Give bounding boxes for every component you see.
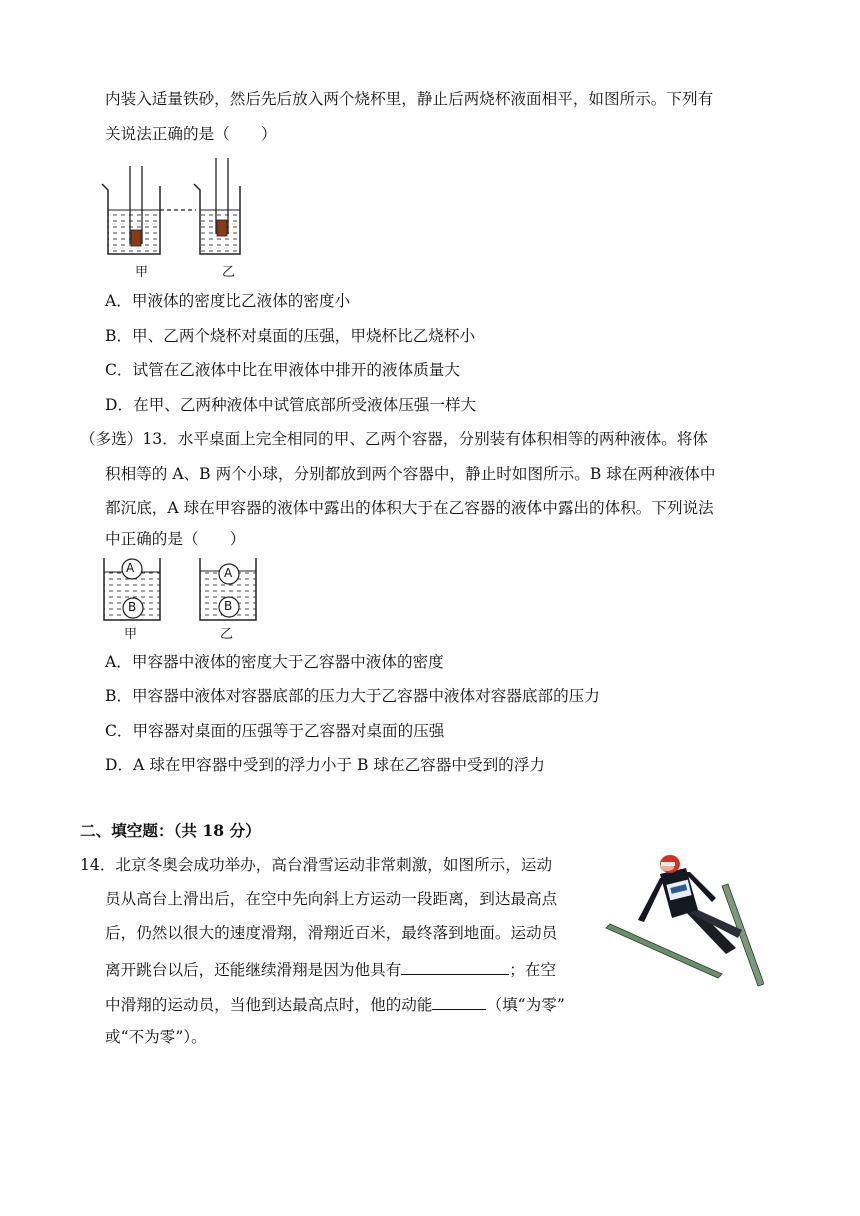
q12-option-d: D．在甲、乙两种液体中试管底部所受液体压强一样大 bbox=[105, 396, 477, 414]
q12-fig-label-left: 甲 bbox=[135, 265, 149, 280]
q14-line3: 后，仍然以很大的速度滑翔，滑翔近百米，最终落到地面。运动员 bbox=[105, 924, 558, 942]
q13-ball-b-right-label: B bbox=[224, 599, 233, 613]
q13-option-c: C．甲容器对桌面的压强等于乙容器对桌面的压强 bbox=[105, 722, 445, 740]
q12-stem-line2: 关说法正确的是（ ） bbox=[105, 125, 277, 143]
q13-option-a: A．甲容器中液体的密度大于乙容器中液体的密度 bbox=[105, 653, 444, 671]
q14-line5-part-b: （填“为零” bbox=[486, 996, 565, 1014]
q13-line2: 积相等的 A、B 两个小球，分别都放到两个容器中，静止时如图所示。B 球在两种液体中 bbox=[105, 465, 716, 483]
q12-option-c: C．试管在乙液体中比在甲液体中排开的液体质量大 bbox=[105, 361, 460, 379]
q13-option-d: D．A 球在甲容器中受到的浮力小于 B 球在乙容器中受到的浮力 bbox=[105, 756, 545, 774]
q14-line4-part-a: 离开跳台以后，还能继续滑翔是因为他具有 bbox=[105, 961, 402, 979]
q13-ball-a-right-label: A bbox=[224, 566, 233, 580]
q14-answer-blank-2[interactable] bbox=[432, 993, 486, 1010]
q12-stem-line1: 内装入适量铁砂，然后先后放入两个烧杯里，静止后两烧杯液面相平，如图所示。下列有 bbox=[105, 90, 714, 108]
q13-fig-label-right: 乙 bbox=[220, 627, 234, 642]
ski-right bbox=[722, 884, 764, 986]
q14-line5 bbox=[105, 993, 565, 1015]
q12-beakers-figure bbox=[96, 158, 246, 258]
q14-answer-blank-1[interactable] bbox=[401, 958, 509, 975]
q12-option-a: A．甲液体的密度比乙液体的密度小 bbox=[105, 292, 351, 310]
q14-line4-part-b: ；在空 bbox=[509, 961, 557, 979]
ski-jumper-image bbox=[604, 850, 764, 990]
q13-line3: 都沉底，A 球在甲容器的液体中露出的体积大于在乙容器的液体中露出的体积。下列说法 bbox=[105, 499, 714, 517]
q13-ball-a-left-label: A bbox=[126, 561, 135, 575]
q13-option-b: B．甲容器中液体对容器底部的压力大于乙容器中液体对容器底部的压力 bbox=[105, 687, 600, 705]
q13-ball-b-left-label: B bbox=[128, 600, 137, 614]
ski-left bbox=[606, 924, 722, 978]
q12-fig-label-right: 乙 bbox=[222, 265, 236, 280]
q13-fig-label-left: 甲 bbox=[124, 627, 138, 642]
section2-heading: 二、填空题：（共 18 分） bbox=[80, 821, 261, 840]
q14-line4 bbox=[105, 958, 556, 980]
q13-line1: （多选）13．水平桌面上完全相同的甲、乙两个容器，分别装有体积相等的两种液体。将体 bbox=[80, 430, 708, 448]
q14-line5-part-a: 中滑翔的运动员，当他到达最高点时，他的动能 bbox=[105, 996, 433, 1014]
q13-line4: 中正确的是（ ） bbox=[105, 530, 246, 548]
beaker-left bbox=[102, 166, 160, 254]
beaker-right bbox=[194, 158, 240, 254]
q14-line1: 14．北京冬奥会成功举办，高台滑雪运动非常刺激，如图所示，运动 bbox=[80, 856, 553, 874]
q14-line2: 员从高台上滑出后，在空中先向斜上方运动一段距离，到达最高点 bbox=[105, 890, 558, 908]
q13-containers-figure bbox=[100, 558, 265, 624]
q12-option-b: B．甲、乙两个烧杯对桌面的压强，甲烧杯比乙烧杯小 bbox=[105, 327, 476, 345]
q14-line6: 或“不为零”）。 bbox=[105, 1028, 207, 1046]
